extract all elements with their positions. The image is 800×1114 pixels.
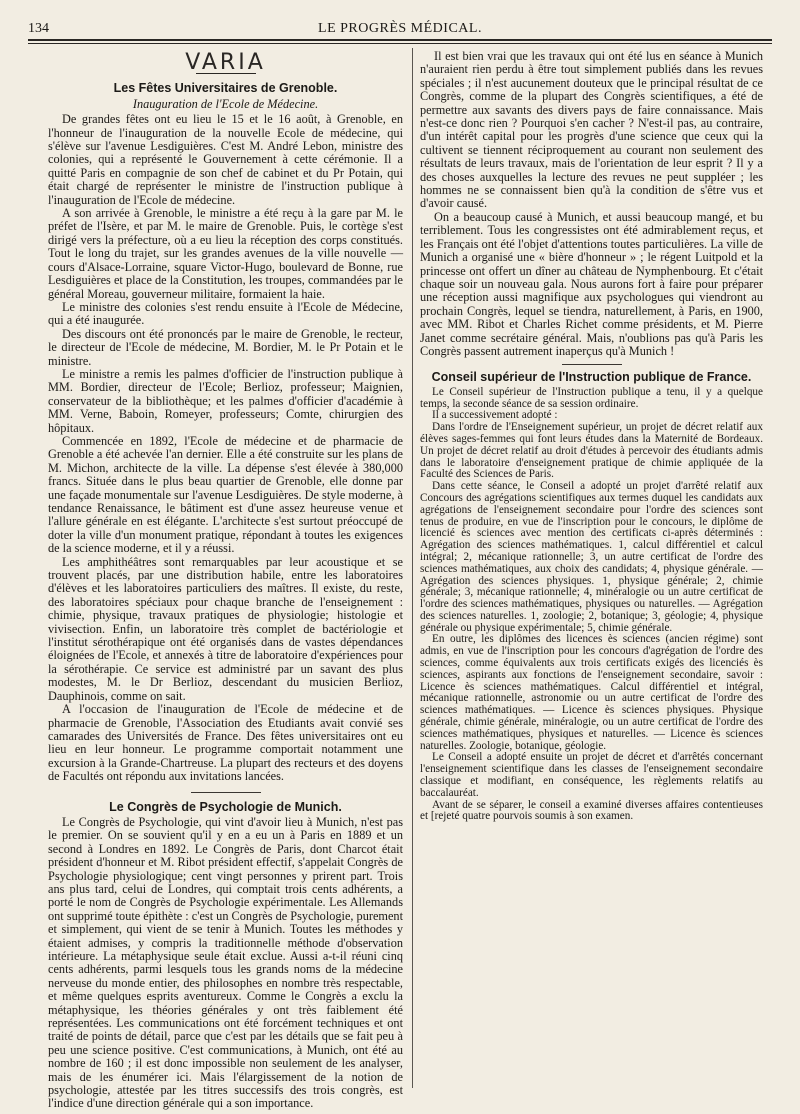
paragraph: Il est bien vrai que les travaux qui ont été lus en séance à Munich n'auraient rien perdu à être tout simplement publiés dans les revues spéciales ; il n'est aucunement douteux que le principal résultat de ce Congrès, comme de la plupart des Congrès scientifiques, a été de permettre aux savants des divers pays de faire connaissance. Mais n'est-ce donc rien ? Pourquoi s'en cacher ? N'est-il pas, au contraire, d'un intérêt capital pour les progrès d'une science que ceux qui la cultivent se tiennent réciproquement au courant non seulement des résultats de leurs travaux, mais de l'orientation de leur esprit ? Il y a des choses auxquelles la lecture des revues ne peut suppléer ; les hommes ne se connaissent bien qu'à la condition de s'être vus et d'avoir causé. [420,49,763,211]
paragraph: Le ministre a remis les palmes d'officier de l'instruction publique à MM. Bordier, directeur de l'Ecole; Berlioz, professeur; Maignien, conservateur de la bibliothèque; et les palmes d'officier d'académie à MM. Verne, Baboin, Romeyer, professeurs; Comte, chirurgien des hôpitaux. [48,366,403,435]
paragraph: Le ministre des colonies s'est rendu ensuite à l'Ecole de Médecine, qui a été inaugurée. [48,299,403,328]
paragraph: Il a successivement adopté : [432,409,558,422]
paragraph: Le Conseil supérieur de l'Instruction publique a tenu, il y a quelque temps, la seconde séance de sa session ordinaire. [420,385,763,410]
paragraph: A l'occasion de l'inauguration de l'Ecole de médecine et de pharmacie de Grenoble, l'Association des Etudiants avait convié ses camarades des Universités de France. Des fêtes universitaires ont eu lieu en leur honneur. Le programme comportait notamment une excursion à la Grande-Chartreuse. La plupart des recteurs et des doyens de Facultés ont répondu aux invitations lancées. [48,702,403,784]
journal-title: LE PROGRÈS MÉDICAL. [318,21,482,36]
conseil-body [420,387,763,823]
paragraph: A son arrivée à Grenoble, le ministre a été reçu à la gare par M. le préfet de l'Isère, et par M. le maire de Grenoble. Puis, le cortège s'est dirigé vers la préfecture, où a eu lieu la réception des corps constitués. Tout le long du trajet, sur les grandes avenues de la ville nouvelle — cours d'Alsace-Lorraine, square Victor-Hugo, boulevard de Bonne, rue Lesdiguières et place de la Constitution, les troupes, commandées par le général Moreau, gouverneur militaire, formaient la haie. [48,206,403,301]
paragraph: Des discours ont été prononcés par le maire de Grenoble, le recteur, le directeur de l'Ecole de médecine, M. Bordier, M. le Pr Potain et le ministre. [48,326,403,368]
paragraph: Les amphithéâtres sont remarquables par leur acoustique et se trouvent placés, par une distribution habile, entre les laboratoires d'élèves et les laboratoires particuliers des maîtres. Il existe, du reste, des laboratoires spéciaux pour chaque branche de l'enseignement : chimie, physique, travaux pratiques de physiologie; histologie et vivisection. Enfin, un laboratoire très complet de bactériologie et l'institut sérothérapique ont été organisés dans de vastes dépendances éloignées de l'Ecole, et annexés à titre de laboratoire d'expériences pour la sérothérapie. Ce service est administré par un savant des plus modestes, M. le Dr Berlioz, descendant du musicien Berlioz, Dauphinois, comme on sait. [48,554,403,703]
section-title: VARIA [185,50,266,75]
article-title-grenoble: Les Fêtes Universitaires de Grenoble. [113,81,338,96]
paragraph: De grandes fêtes ont eu lieu le 15 et le 16 août, à Grenoble, en l'honneur de l'inauguration de la nouvelle Ecole de médecine, qui s'élève sur l'avenue Lesdiguières. C'est M. André Lebon, ministre des colonies, qui a représenté le Gouvernement à cette cérémonie. Il a quitté Paris en compagnie de son chef de cabinet et du Pr Potain, qui était chargé de représenter le ministre de l'instruction publique à l'inauguration de l'Ecole de médecine. [48,112,403,207]
article-title-conseil: Conseil supérieur de l'Instruction publique de France. [431,370,752,385]
paragraph: Le Conseil a adopté ensuite un projet de décret et d'arrêtés concernant l'enseignement scientifique dans les classes de l'enseignement secondaire classique et modifiant, en conséquence, les règlements relatifs au baccalauréat. [420,751,763,799]
page-header [28,18,772,38]
paragraph: Dans cette séance, le Conseil a adopté un projet d'arrêté relatif aux Concours des agrégations scientifiques aux termes duquel les candidats aux agrégations de l'enseignement secondaire pour l'ordre des sciences sont tenus de produire, en vue de l'inscription pour le concours, le diplôme de licencié ès sciences avec mention des certificats ci-après déterminés : Agrégation des sciences mathématiques. 1, calcul différentiel et calcul intégral; 2, mécanique rationnelle; 3, un autre certificat de l'ordre des sciences mathématiques, aux choix des candidats; 4, physique générale. — Agrégation des sciences physiques. 1, physique générale; 2, chimie générale; 3, mécanique rationnelle; 4, minéralogie ou un autre certificat de l'ordre des sciences mathématiques, physiques ou naturelles. — Agrégation des sciences naturelles. 1, zoologie; 2, botanique; 3, géologie; 4, physique générale ou physique expérimentale; 5, chimie générale. [420,480,763,634]
paragraph: En outre, les diplômes des licences ès sciences (ancien régime) sont admis, en vue de l'inscription pour les concours d'agrégation de l'ordre des sciences, comme équivalents aux trois certificats exigés des licenciés ès sciences, aspirants aux fonctions de l'enseignement secondaire, savoir : Licence ès sciences mathématiques. Calcul différentiel et intégral, mécanique rationnelle, astronomie ou un autre certificat de l'ordre des sciences mathématiques. — Licence ès sciences physiques. Physique générale, chimie générale, minéralogie, ou un autre certificat de l'ordre des sciences mathématiques, physiques et naturelles. — Licence ès sciences naturelles. Zoologie, botanique, géologie. [420,633,763,752]
section-separator [191,792,261,793]
paragraph: On a beaucoup causé à Munich, et aussi beaucoup mangé, et bu terriblement. Tous les congressistes ont été admirablement reçus, et les Français ont été l'objet d'attentions toutes particulières. La ville de Munich a organisé une « bière d'honneur » ; le régent Luitpold et la princesse ont offert un dîner au château de Nymphenbourg. Et c'était chaque soir un nouveau gala. Nous aurons fort à faire pour préparer une réception aussi magnifique aux psychologues qui viendront au prochain Congrès, lequel se tiendra, naturellement, à Paris, en 1900, avec MM. Ribot et Charles Richet comme présidents, et M. Pierre Janet comme secrétaire général. Mais, n'oublions pas qu'à Paris les Congrès passent autrement inaperçus qu'à Munich ! [420,209,763,358]
page-number: 134 [28,21,49,36]
left-column [48,50,403,1111]
right-column [420,50,763,823]
section-separator [562,364,622,365]
paragraph: Avant de se séparer, le conseil a examiné diverses affaires contentieuses et [rejeté quatre pourvois soumis à son examen. [420,798,763,823]
article-title-munich: Le Congrès de Psychologie de Munich. [109,799,342,814]
article-subtitle-grenoble: Inauguration de l'Ecole de Médecine. [132,96,319,111]
paragraph: Dans l'ordre de l'Enseignement supérieur, un projet de décret relatif aux élèves sages-femmes qui font leurs études dans la Maternité de Bordeaux. Un projet de décret relatif au droit d'études à percevoir des étudiants admis dans le laboratoire d'enseignement pratique de chimie appliquée de la Faculté des Sciences de Paris. [420,421,763,481]
paragraph: Le Congrès de Psychologie, qui vint d'avoir lieu à Munich, n'est pas le premier. On se souvient qu'il y en a eu un à Paris en 1889 et un second à Londres en 1892. Le Congrès de Paris, dont Charcot était président d'honneur et M. Ribot président effectif, s'appelait Congrès de Psychologie physiologique; cent vingt personnes y prirent part. Trois ans plus tard, celui de Londres, qui comptait trois cents adhérents, a porté le nom de Congrès de Psychologie expérimentale. Les Allemands ont supprimé toute épithète : c'est un Congrès de Psychologie, purement et simplement, qui vient de se tenir à Munich. Toutes les méthodes y étaient admises, y compris la traditionnelle méthode d'observation intérieure. La métaphysique seule était exclue. Aussi a-t-il réuni cinq cents adhérents, parmi lesquels tous les grands noms de la médecine nerveuse du monde entier, des philosophes en nombre très respectable, et même quelques esprits aventureux. Comme le Congrès a exclu la métaphysique, les théories générales y ont très faiblement été représentées. Les communications ont été forcément techniques et ont traité de points de détail, parce que c'est par les détails que se fait peu à peu une science positive. C'est communications, à Munich, ont été au nombre de 160 ; il est donc impossible non seulement de les analyser, mais de les énumérer ici. Mais l'élargissement de la notion de psychologie, attestée par les titres successifs des trois congrès, est l'indice d'une direction générale qui a son importance. [48,814,403,1111]
column-rule [412,48,413,1088]
header-rule [28,39,772,44]
paragraph: Commencée en 1892, l'Ecole de médecine et de pharmacie de Grenoble a été achevée l'an dernier. Elle a été construite sur les plans de M. Michon, architecte de la ville. La dépense s'est élevée à 380,000 francs. Située dans le plus beau quartier de Grenoble, elle donne par une façade monumentale sur l'avenue Lesdiguières. De style moderne, à tendance Renaissance, le bâtiment est d'une assez heureuse venue et l'allure générale en est élégante. L'architecte s'est surtout préoccupé de doter la ville d'un monument pratique, répondant à toutes les exigences de la science moderne, et il y a réussi. [48,433,403,556]
